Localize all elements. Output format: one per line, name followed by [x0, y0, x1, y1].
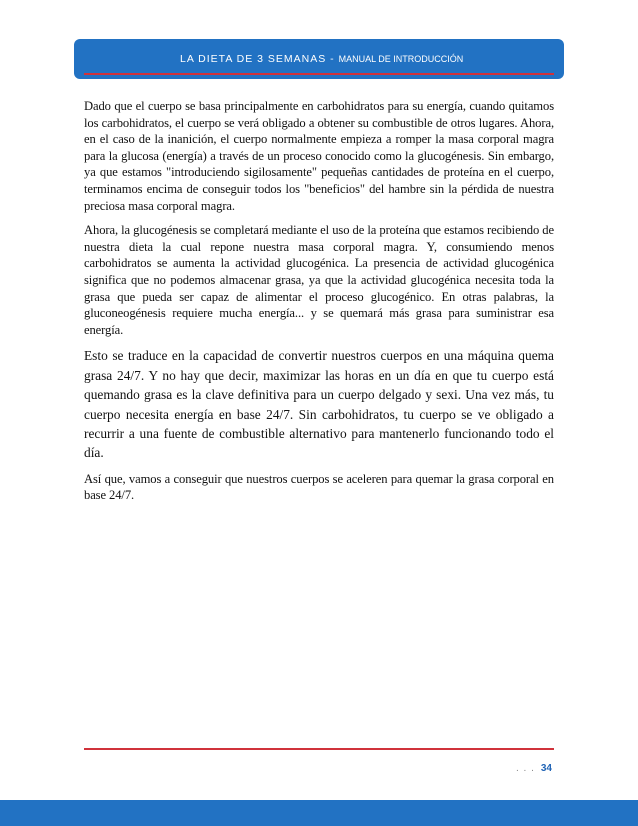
document-header-title: [180, 53, 463, 65]
page-footer: [516, 763, 552, 774]
header-title-main: LA DIETA DE 3 SEMANAS -: [180, 53, 339, 65]
paragraph-1: Dado que el cuerpo se basa principalmente en carbohidratos para su energía, cuando quitamos los carbohidratos, el cuerpo se verá obligado a obtener su combustible de otros lugares. Ahora, en el caso de la inanición, el cuerpo normalmente empieza a romper la masa corporal magra para la glucosa (energía) a través de un proceso conocido como la glucogénesis. Sin embargo, ya que estamos "introduciendo sigilosamente" pequeñas cantidades de proteína en el cuerpo, terminamos encima de conseguir todos los "beneficios" del hambre sin la pérdida de nuestra preciosa masa corporal magra.: [84, 99, 554, 213]
paragraph-3: Esto se traduce en la capacidad de convertir nuestros cuerpos en una máquina quema grasa 24/7. Y no hay que decir, maximizar las horas en un día en que tu cuerpo está quemando grasa es la clave definitiva para un cuerpo delgado y sexi. Una vez más, tu cuerpo necesita energía en base 24/7. Sin carbohidratos, tu cuerpo se ve obligado a recurrir a una fuente de combustible alternativo para mantenerlo funcionando todo el día.: [84, 348, 554, 461]
footer-divider: [84, 748, 554, 750]
paragraph-2: Ahora, la glucogénesis se completará mediante el uso de la proteína que estamos recibiendo de nuestra dieta la cual repone nuestra masa corporal magra. Y, consumiendo menos carbohidratos se aumenta la actividad glucogénica. La presencia de actividad glucogénica significa que no podemos almacenar grasa, ya que la actividad glucogénica necesita toda la grasa que pueda ser capaz de alimentar el proceso glucogénico. En otras palabras, la gluconeogénesis requiere mucha energía... y se quemará más grasa para suministrar esa energía.: [84, 223, 554, 337]
document-body: [84, 98, 554, 512]
footer-dots: . . .: [515, 763, 535, 774]
bottom-bar: [0, 800, 638, 826]
header-divider: [84, 73, 554, 75]
paragraph-4: Así que, vamos a conseguir que nuestros cuerpos se aceleren para quemar la grasa corporal en base 24/7.: [84, 471, 554, 503]
header-title-sub: MANUAL DE INTRODUCCIÓN: [338, 54, 464, 64]
page-number: 34: [540, 763, 552, 774]
